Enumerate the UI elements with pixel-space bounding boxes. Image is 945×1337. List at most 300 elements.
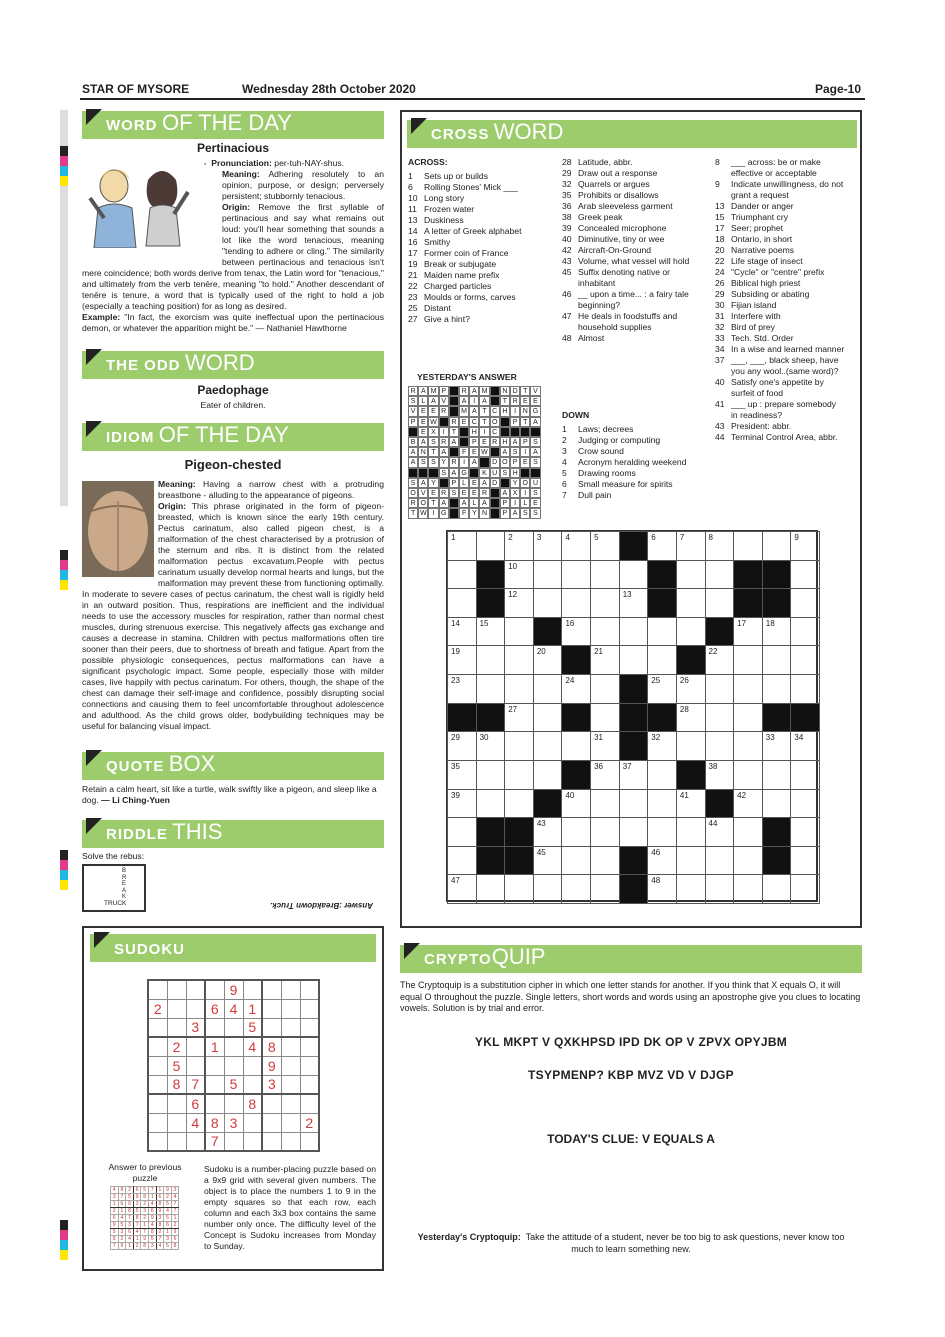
crossword-cell[interactable] xyxy=(447,817,477,847)
crossword-cell[interactable]: 5 xyxy=(590,531,620,561)
crossword-cell[interactable] xyxy=(504,731,534,761)
sudoku-cell[interactable] xyxy=(186,1037,205,1056)
crossword-cell[interactable] xyxy=(619,645,649,675)
sudoku-cell[interactable] xyxy=(205,1075,224,1094)
crossword-cell[interactable]: 46 xyxy=(647,846,677,876)
crossword-cell[interactable]: 8 xyxy=(705,531,735,561)
answer-cell xyxy=(530,468,540,478)
crossword-cell[interactable] xyxy=(733,874,763,904)
crossword-cell[interactable]: 2 xyxy=(504,531,534,561)
sudoku-cell[interactable] xyxy=(148,1056,167,1075)
sudoku-cell[interactable] xyxy=(148,980,167,999)
crossword-cell[interactable]: 27 xyxy=(504,703,534,733)
sudoku-cell[interactable] xyxy=(205,1018,224,1037)
clue-item: 1 Sets up or builds xyxy=(408,171,489,181)
answer-cell: P xyxy=(500,508,510,518)
sudoku-answer-cell: 2 xyxy=(133,1243,141,1250)
crossword-cell[interactable] xyxy=(676,874,706,904)
answer-cell: H xyxy=(500,437,510,447)
answer-cell: S xyxy=(530,437,540,447)
sudoku-cell[interactable] xyxy=(281,1037,300,1056)
crossword-cell[interactable] xyxy=(476,760,506,790)
answer-cell: T xyxy=(500,396,510,406)
sudoku-answer-cell: 8 xyxy=(148,1229,156,1236)
crossword-cell[interactable] xyxy=(476,531,506,561)
crossword-cell[interactable] xyxy=(504,645,534,675)
crossword-block xyxy=(705,789,735,819)
sudoku-cell[interactable] xyxy=(224,1018,243,1037)
sudoku-cell[interactable] xyxy=(186,1056,205,1075)
clue-item: 24 "Cycle" or "centre" prefix xyxy=(715,267,825,277)
answer-cell: A xyxy=(449,468,459,478)
sudoku-cell[interactable] xyxy=(243,1056,262,1075)
crossword-block xyxy=(476,846,506,876)
registration-mark xyxy=(60,550,68,560)
sudoku-cell[interactable] xyxy=(167,1094,186,1113)
crossword-cell[interactable] xyxy=(504,674,534,704)
sudoku-cell[interactable]: 3 xyxy=(186,1018,205,1037)
crossword-cell[interactable]: 40 xyxy=(561,789,591,819)
crossword-cell[interactable] xyxy=(447,846,477,876)
crossword-cell[interactable]: 12 xyxy=(504,588,534,618)
crossword-cell[interactable] xyxy=(533,731,563,761)
sudoku-cell[interactable] xyxy=(262,1018,281,1037)
crossword-cell[interactable] xyxy=(733,645,763,675)
sudoku-cell[interactable]: 1 xyxy=(205,1037,224,1056)
crossword-cell[interactable]: 19 xyxy=(447,645,477,675)
crossword-cell[interactable]: 18 xyxy=(762,617,792,647)
crossword-cell[interactable] xyxy=(676,560,706,590)
registration-mark xyxy=(60,110,68,146)
sudoku-cell[interactable]: 8 xyxy=(243,1094,262,1113)
crossword-cell[interactable] xyxy=(619,789,649,819)
sudoku-cell[interactable] xyxy=(167,999,186,1018)
crossword-cell[interactable] xyxy=(705,560,735,590)
crossword-cell[interactable] xyxy=(676,817,706,847)
crossword-cell[interactable] xyxy=(476,674,506,704)
crossword-cell[interactable] xyxy=(533,760,563,790)
crossword-cell[interactable] xyxy=(705,846,735,876)
answer-cell: A xyxy=(439,498,449,508)
sudoku-cell[interactable] xyxy=(167,1113,186,1132)
sudoku-cell[interactable] xyxy=(262,980,281,999)
sudoku-cell[interactable]: 8 xyxy=(167,1075,186,1094)
sudoku-cell[interactable] xyxy=(224,1056,243,1075)
crossword-cell[interactable]: 21 xyxy=(590,645,620,675)
sudoku-answer-cell: 9 xyxy=(156,1208,164,1215)
crossword-cell[interactable] xyxy=(790,645,820,675)
crossword-cell[interactable]: 25 xyxy=(647,674,677,704)
crossword-cell[interactable] xyxy=(790,789,820,819)
crossword-cell[interactable] xyxy=(590,560,620,590)
crossword-cell[interactable]: 35 xyxy=(447,760,477,790)
sudoku-cell[interactable]: 3 xyxy=(262,1075,281,1094)
crossword-block xyxy=(619,703,649,733)
answer-cell: A xyxy=(510,437,520,447)
crossword-cell[interactable] xyxy=(504,617,534,647)
sudoku-cell[interactable] xyxy=(262,999,281,1018)
clue-item: 18 Ontario, in short xyxy=(715,234,793,244)
crossword-cell[interactable]: 20 xyxy=(533,645,563,675)
answer-cell: S xyxy=(449,488,459,498)
crossword-cell[interactable]: 30 xyxy=(476,731,506,761)
crossword-cell[interactable] xyxy=(590,817,620,847)
cryptoquip-line-2: TSYPMENP? KBP MVZ VD V DJGP xyxy=(528,1068,734,1082)
sudoku-cell[interactable] xyxy=(243,1132,262,1151)
sudoku-cell[interactable] xyxy=(300,980,319,999)
answer-cell: T xyxy=(520,417,530,427)
sudoku-answer-cell: 5 xyxy=(164,1201,172,1208)
crossword-cell[interactable]: 48 xyxy=(647,874,677,904)
sudoku-cell[interactable]: 7 xyxy=(205,1132,224,1151)
answer-cell: I xyxy=(520,447,530,457)
cryptoquip-line-1: YKL MKPT V QXKHPSD IPD DK OP V ZPVX OPYJBM xyxy=(474,1035,788,1049)
crossword-cell[interactable] xyxy=(561,817,591,847)
answer-cell: R xyxy=(490,437,500,447)
riddle-banner: RIDDLE THIS xyxy=(82,820,384,848)
crossword-cell[interactable] xyxy=(533,588,563,618)
answer-cell: S xyxy=(530,508,540,518)
crossword-cell[interactable] xyxy=(590,846,620,876)
registration-mark xyxy=(60,870,68,880)
crossword-cell[interactable]: 28 xyxy=(676,703,706,733)
crossword-cell[interactable] xyxy=(447,588,477,618)
crossword-cell[interactable] xyxy=(619,817,649,847)
crossword-cell[interactable]: 16 xyxy=(561,617,591,647)
sudoku-cell[interactable] xyxy=(148,1132,167,1151)
sudoku-cell[interactable] xyxy=(167,1018,186,1037)
crossword-cell[interactable]: 7 xyxy=(676,531,706,561)
sudoku-cell[interactable] xyxy=(205,1094,224,1113)
answer-cell xyxy=(500,478,510,488)
crossword-banner: CROSS WORD xyxy=(407,120,857,148)
sudoku-cell[interactable] xyxy=(148,1075,167,1094)
answer-cell: Y xyxy=(428,478,438,488)
crossword-cell[interactable] xyxy=(733,846,763,876)
crossword-cell[interactable] xyxy=(676,731,706,761)
crossword-cell[interactable]: 3 xyxy=(533,531,563,561)
crossword-cell[interactable]: 39 xyxy=(447,789,477,819)
crossword-cell[interactable] xyxy=(676,588,706,618)
crossword-cell[interactable]: 42 xyxy=(733,789,763,819)
sudoku-cell[interactable] xyxy=(186,980,205,999)
crossword-cell[interactable]: 6 xyxy=(647,531,677,561)
sudoku-cell[interactable]: 6 xyxy=(205,999,224,1018)
sudoku-cell[interactable] xyxy=(262,1132,281,1151)
sudoku-cell[interactable] xyxy=(300,1132,319,1151)
crossword-cell[interactable]: 9 xyxy=(790,531,820,561)
crossword-cell[interactable]: 43 xyxy=(533,817,563,847)
clue-item: 19 Break or subjugate xyxy=(408,259,497,269)
crossword-cell[interactable] xyxy=(590,789,620,819)
sudoku-cell[interactable]: 9 xyxy=(262,1056,281,1075)
sudoku-cell[interactable]: 4 xyxy=(224,999,243,1018)
crossword-cell[interactable] xyxy=(533,674,563,704)
sudoku-cell[interactable] xyxy=(300,1094,319,1113)
crossword-cell[interactable] xyxy=(733,674,763,704)
sudoku-cell[interactable]: 2 xyxy=(167,1037,186,1056)
answer-cell xyxy=(459,437,469,447)
crossword-cell[interactable] xyxy=(790,674,820,704)
answer-cell: A xyxy=(459,396,469,406)
answer-cell: R xyxy=(449,457,459,467)
crossword-cell[interactable]: 23 xyxy=(447,674,477,704)
crossword-cell[interactable]: 34 xyxy=(790,731,820,761)
sudoku-answer-cell: 8 xyxy=(141,1194,149,1201)
crossword-cell[interactable] xyxy=(647,817,677,847)
sudoku-cell[interactable] xyxy=(300,999,319,1018)
crossword-cell[interactable]: 24 xyxy=(561,674,591,704)
crossword-cell[interactable] xyxy=(705,731,735,761)
crossword-cell[interactable] xyxy=(790,760,820,790)
crossword-cell[interactable]: 22 xyxy=(705,645,735,675)
sudoku-cell[interactable]: 5 xyxy=(224,1075,243,1094)
sudoku-cell[interactable] xyxy=(281,999,300,1018)
crossword-cell[interactable] xyxy=(590,617,620,647)
sudoku-cell[interactable]: 2 xyxy=(148,999,167,1018)
crossword-cell[interactable]: 37 xyxy=(619,760,649,790)
crossword-cell[interactable] xyxy=(733,703,763,733)
sudoku-cell[interactable] xyxy=(186,999,205,1018)
answer-cell: H xyxy=(469,427,479,437)
crossword-cell[interactable] xyxy=(790,617,820,647)
sudoku-answer-cell: 2 xyxy=(141,1215,149,1222)
page-number: Page-10 xyxy=(814,82,861,96)
answer-cell: U xyxy=(530,478,540,488)
crossword-cell[interactable] xyxy=(733,760,763,790)
sudoku-cell[interactable] xyxy=(148,1094,167,1113)
crossword-cell[interactable] xyxy=(705,588,735,618)
sudoku-cell[interactable] xyxy=(224,1132,243,1151)
sudoku-answer-cell: 9 xyxy=(118,1243,126,1250)
sudoku-cell[interactable] xyxy=(281,1018,300,1037)
clue-item: 44 Terminal Control Area, abbr. xyxy=(715,432,838,442)
sudoku-cell[interactable] xyxy=(300,1018,319,1037)
crossword-cell[interactable] xyxy=(790,588,820,618)
sudoku-cell[interactable] xyxy=(243,1113,262,1132)
sudoku-cell[interactable]: 8 xyxy=(205,1113,224,1132)
down-clues-1 xyxy=(562,424,712,501)
crossword-cell[interactable]: 47 xyxy=(447,874,477,904)
crossword-block xyxy=(619,731,649,761)
across-clues-2 xyxy=(562,157,712,344)
crossword-cell[interactable]: 29 xyxy=(447,731,477,761)
sudoku-cell[interactable] xyxy=(167,1132,186,1151)
clue-item: effective or acceptable xyxy=(731,168,817,178)
answer-cell xyxy=(520,468,530,478)
answer-cell: V xyxy=(408,406,418,416)
sudoku-cell[interactable] xyxy=(262,1094,281,1113)
crossword-cell[interactable] xyxy=(647,645,677,675)
sudoku-cell[interactable] xyxy=(205,980,224,999)
crossword-cell[interactable] xyxy=(676,617,706,647)
crossword-cell[interactable] xyxy=(647,617,677,647)
crossword-cell[interactable] xyxy=(476,645,506,675)
crossword-cell[interactable] xyxy=(476,789,506,819)
clue-item: 42 Aircraft-On-Ground xyxy=(562,245,652,255)
crossword-cell[interactable] xyxy=(733,731,763,761)
crossword-cell[interactable] xyxy=(790,846,820,876)
crossword-cell[interactable]: 14 xyxy=(447,617,477,647)
crossword-cell[interactable] xyxy=(733,531,763,561)
sudoku-cell[interactable]: 3 xyxy=(224,1113,243,1132)
crossword-cell[interactable] xyxy=(647,760,677,790)
crossword-cell[interactable]: 4 xyxy=(561,531,591,561)
crossword-cell[interactable] xyxy=(762,531,792,561)
answer-cell: E xyxy=(459,488,469,498)
answer-cell: O xyxy=(500,457,510,467)
crossword-cell[interactable]: 13 xyxy=(619,588,649,618)
crossword-cell[interactable] xyxy=(590,674,620,704)
answer-cell: T xyxy=(479,406,489,416)
crossword-cell[interactable]: 33 xyxy=(762,731,792,761)
sudoku-cell[interactable]: 4 xyxy=(243,1037,262,1056)
crossword-cell[interactable]: 17 xyxy=(733,617,763,647)
crossword-cell[interactable] xyxy=(533,874,563,904)
sudoku-cell[interactable]: 5 xyxy=(243,1018,262,1037)
crossword-cell[interactable] xyxy=(447,560,477,590)
answer-cell xyxy=(500,417,510,427)
crossword-cell[interactable] xyxy=(533,560,563,590)
sudoku-cell[interactable] xyxy=(281,1056,300,1075)
sudoku-cell[interactable] xyxy=(300,1075,319,1094)
crossword-cell[interactable]: 38 xyxy=(705,760,735,790)
crossword-cell[interactable] xyxy=(705,874,735,904)
sudoku-cell[interactable] xyxy=(281,1075,300,1094)
crossword-cell[interactable]: 45 xyxy=(533,846,563,876)
crossword-cell[interactable] xyxy=(762,789,792,819)
crossword-cell[interactable] xyxy=(790,560,820,590)
crossword-cell[interactable]: 31 xyxy=(590,731,620,761)
sudoku-cell[interactable] xyxy=(148,1018,167,1037)
sudoku-cell[interactable] xyxy=(300,1056,319,1075)
sudoku-cell[interactable]: 8 xyxy=(262,1037,281,1056)
sudoku-cell[interactable] xyxy=(148,1113,167,1132)
crossword-cell[interactable] xyxy=(790,817,820,847)
crossword-cell[interactable] xyxy=(790,874,820,904)
sudoku-cell[interactable] xyxy=(205,1056,224,1075)
registration-mark xyxy=(60,146,68,156)
sudoku-answer-cell: 1 xyxy=(133,1236,141,1243)
registration-mark xyxy=(60,166,68,176)
crossword-cell[interactable]: 41 xyxy=(676,789,706,819)
crossword-cell[interactable] xyxy=(619,560,649,590)
sudoku-answer-cell: 4 xyxy=(126,1236,134,1243)
sudoku-cell[interactable]: 6 xyxy=(186,1094,205,1113)
crossword-cell[interactable] xyxy=(762,645,792,675)
crossword-block xyxy=(619,846,649,876)
crossword-cell[interactable] xyxy=(705,703,735,733)
sudoku-cell[interactable] xyxy=(186,1132,205,1151)
sudoku-cell[interactable] xyxy=(281,1094,300,1113)
sudoku-cell[interactable] xyxy=(281,980,300,999)
answer-cell: N xyxy=(500,386,510,396)
answer-cell: E xyxy=(428,406,438,416)
crossword-cell[interactable] xyxy=(647,789,677,819)
answer-cell: B xyxy=(408,437,418,447)
sudoku-cell[interactable]: 5 xyxy=(167,1056,186,1075)
answer-cell: O xyxy=(418,498,428,508)
crossword-cell[interactable]: 10 xyxy=(504,560,534,590)
answer-cell: D xyxy=(510,386,520,396)
registration-mark xyxy=(60,570,68,580)
crossword-cell[interactable] xyxy=(762,760,792,790)
clue-item: 37 ___, ___, black sheep, have xyxy=(715,355,839,365)
crossword-cell[interactable] xyxy=(733,817,763,847)
crossword-cell[interactable] xyxy=(705,674,735,704)
crossword-cell[interactable] xyxy=(504,789,534,819)
crossword-cell[interactable]: 44 xyxy=(705,817,735,847)
crossword-cell[interactable] xyxy=(590,874,620,904)
sudoku-answer-cell: 8 xyxy=(126,1208,134,1215)
crossword-cell[interactable]: 26 xyxy=(676,674,706,704)
crossword-cell[interactable] xyxy=(504,760,534,790)
crossword-cell[interactable] xyxy=(504,874,534,904)
crossword-cell[interactable] xyxy=(533,703,563,733)
sudoku-cell[interactable] xyxy=(224,1094,243,1113)
clue-item: 22 Charged particles xyxy=(408,281,492,291)
across-label: ACROSS: xyxy=(408,157,448,167)
answer-cell: S xyxy=(408,478,418,488)
answer-cell: A xyxy=(479,396,489,406)
registration-mark xyxy=(60,186,68,506)
sudoku-cell[interactable] xyxy=(148,1037,167,1056)
crossword-cell[interactable]: 1 xyxy=(447,531,477,561)
answer-cell: R xyxy=(439,488,449,498)
crossword-cell[interactable] xyxy=(762,874,792,904)
sudoku-cell[interactable] xyxy=(281,1113,300,1132)
crossword-cell[interactable]: 15 xyxy=(476,617,506,647)
sudoku-cell[interactable] xyxy=(224,1037,243,1056)
crossword-cell[interactable] xyxy=(561,874,591,904)
crossword-cell[interactable] xyxy=(476,874,506,904)
sudoku-cell[interactable]: 7 xyxy=(186,1075,205,1094)
sudoku-cell[interactable] xyxy=(243,1075,262,1094)
sudoku-cell[interactable]: 2 xyxy=(300,1113,319,1132)
answer-cell xyxy=(408,427,418,437)
crossword-block xyxy=(476,588,506,618)
crossword-cell[interactable] xyxy=(561,846,591,876)
crossword-cell[interactable] xyxy=(561,588,591,618)
crossword-cell[interactable] xyxy=(561,560,591,590)
crossword-cell[interactable] xyxy=(619,617,649,647)
sudoku-cell[interactable] xyxy=(281,1132,300,1151)
clue-item: 9 Indicate unwillingness, do not xyxy=(715,179,844,189)
sudoku-cell[interactable] xyxy=(262,1113,281,1132)
sudoku-cell[interactable] xyxy=(300,1037,319,1056)
crossword-cell[interactable] xyxy=(762,674,792,704)
answer-cell: I xyxy=(479,427,489,437)
crossword-cell[interactable]: 36 xyxy=(590,760,620,790)
sudoku-cell[interactable]: 1 xyxy=(243,999,262,1018)
sudoku-cell[interactable]: 9 xyxy=(224,980,243,999)
answer-cell: A xyxy=(469,386,479,396)
wotd-banner: WORD OF THE DAY xyxy=(82,111,384,139)
sudoku-answer-cell: 7 xyxy=(126,1215,134,1222)
crossword-cell[interactable]: 32 xyxy=(647,731,677,761)
answer-cell: C xyxy=(490,427,500,437)
crossword-cell[interactable] xyxy=(590,588,620,618)
sudoku-cell[interactable]: 4 xyxy=(186,1113,205,1132)
crossword-cell[interactable] xyxy=(590,703,620,733)
crossword-cell[interactable] xyxy=(561,731,591,761)
riddle-answer: Answer :Breakdown Truck. xyxy=(270,901,373,911)
sudoku-answer-cell: 8 xyxy=(156,1222,164,1229)
sudoku-cell[interactable] xyxy=(167,980,186,999)
sudoku-answer-cell: 3 xyxy=(126,1222,134,1229)
crossword-cell[interactable] xyxy=(676,846,706,876)
sudoku-cell[interactable] xyxy=(243,980,262,999)
